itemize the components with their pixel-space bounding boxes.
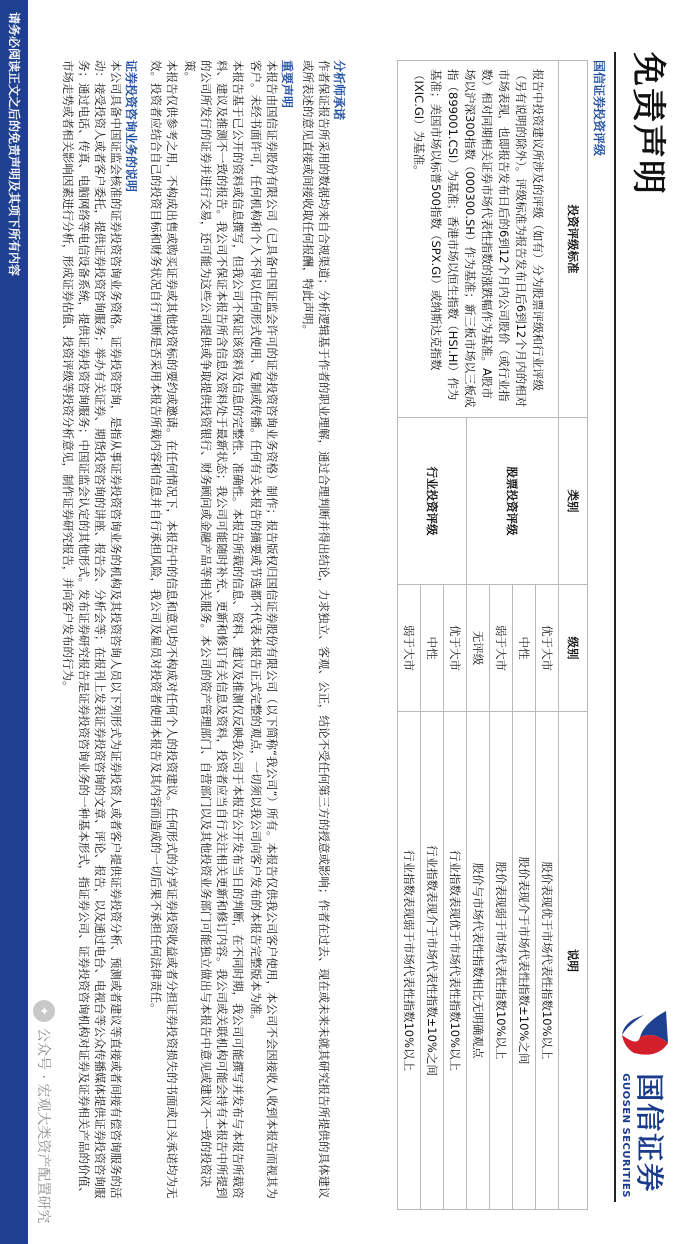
industry-category: 行业投资评级 bbox=[398, 418, 467, 585]
rating-table bbox=[397, 60, 588, 1210]
header-category: 类别 bbox=[559, 418, 588, 585]
rating-table-wrap bbox=[397, 60, 588, 1210]
rating-header-row bbox=[559, 61, 588, 1210]
rating-desc: 行业指数表现弱于市场代表性指数10%以上 bbox=[398, 712, 421, 1210]
rating-level: 中性 bbox=[513, 585, 536, 712]
notice-paragraph-3: 本报告仅供参考之用，不构成出售或购买证券或其他投资标的要约或邀请。在任何情况下，本报告中的信息和意见均不构成对任何个人的投资建议。任何形式的分享证券投资收益或者分担证券投资损失的书面或口头承诺均为无效。投资者应结合自己的投资目标和财务状况自行判断是否采用本报告所载内容和信息并自行承担风险，我公司及雇员对投资者使用本报告及其内容而造成的一切后果不承担任何法律责任。 bbox=[149, 60, 179, 1199]
notice-paragraph-1: 本报告由国信证券股份有限公司（已具备中国证监会许可的证券投资咨询业务资格）制作；报告版权归国信证券股份有限公司（以下简称“我公司”）所有。本报告仅供我公司客户使用，本公司不会因接收人收到本报告而视其为客户。未经书面许可，任何机构和个人不得以任何形式使用、复制或传播。任何有关本报告的摘要或节选都不代表本报告正式完整的观点，一切须以我公司向客户发布的本报告完整版本为准。 bbox=[249, 60, 279, 1199]
advisory-text bbox=[58, 60, 124, 1200]
notice-paragraph-2: 本报告基于已公开的资料或信息撰写，但我公司不保证该资料及信息的完整性、准确性。本报告所载的信息、资料、建议及推测仅反映我公司于本报告公开发布当日的判断，在不同时期，我公司可能撰写并发布与本报告所载资料、建议及推测不一致的报告。我公司不保证本报告所含信息及资料处于最新状态；我公司可能随时补充、更新和修订有关信息及资料，投资者应当自行关注相关更新和修订内容。我公司或关联机构可能会持有本报告中所提到的公司所发行的证券并进行交易，还可能为这些公司提供或争取提供投资银行、财务顾问或金融产品等相关服务。本公司的资产管理部门、自营部门以及其他投资业务部门可能独立做出与本报告中意见或建议不一致的投资决策。 bbox=[183, 60, 245, 1199]
analyst-text bbox=[298, 60, 332, 1200]
notice-title: 重要声明 bbox=[280, 60, 294, 109]
rating-desc: 股价表现优于市场代表性指数10%以上 bbox=[536, 712, 559, 1210]
wechat-icon: ✦ bbox=[33, 1000, 55, 1022]
header-level: 级别 bbox=[559, 585, 588, 712]
watermark bbox=[33, 1000, 55, 1223]
header-standard: 投资评级标准 bbox=[559, 61, 588, 418]
header-desc: 说明 bbox=[559, 712, 588, 1210]
advisory-paragraph: 本公司具备中国证监会核准的证券投资咨询业务资格。证券投资咨询，是指从事证券投资咨询业务的机构及其投资咨询人员以下列形式为证券投资人或者客户提供证券投资分析、预测或者建议等直接或者间接有偿咨询服务的活动：接受投资人或者客户委托，提供证券投资咨询服务；举办有关证券、期货投资咨询的讲座、报告会、分析会等；在报刊上发表证券投资咨询的文章、评论、报告，以及通过电台、电视台等公众传播媒体提供证券投资咨询服务；通过电话、传真、电脑网络等电信设备系统，提供证券投资咨询服务；中国证监会认定的其他形式。发布证券研究报告是证券投资咨询业务的一种基本形式，指证券公司、证券投资咨询机构对证券及证券相关产品的价值、市场走势或者相关影响因素进行分析，形成证券估值、投资评级等投资分析意见，制作证券研究报告，并向客户发布的行为。 bbox=[61, 60, 123, 1199]
advisory-title: 证券投资咨询业务的说明 bbox=[124, 60, 138, 193]
title-divider bbox=[614, 52, 616, 1202]
brand-name-en: GUOSEN SECURITIES bbox=[620, 1073, 632, 1198]
guosen-logo-icon bbox=[618, 1007, 674, 1063]
analyst-paragraph: 作者保证报告所采用的数据均来自合规渠道；分析逻辑基于作者的职业理解，通过合理判断并得出结论，力求独立、客观、公正，结论不受任何第三方的授意或影响；作者在过去、现在或未来未就其研究报告所提供的具体建议或所表述的意见直接或间接收取任何报酬，特此声明。 bbox=[301, 60, 331, 1199]
stock-category: 股票投资评级 bbox=[467, 418, 559, 585]
rating-desc: 行业指数表现优于市场代表性指数10%以上 bbox=[444, 712, 467, 1210]
rating-level: 弱于大市 bbox=[490, 585, 513, 712]
footer-bar: 请务必阅读正文之后的免责声明及其项下所有内容 bbox=[0, 0, 28, 1244]
notice-text bbox=[146, 60, 280, 1200]
page-title: 免责声明 bbox=[628, 52, 668, 196]
rating-section-title: 国信证券投资评级 bbox=[592, 60, 606, 157]
table-row bbox=[536, 61, 559, 1210]
rating-level: 优于大市 bbox=[536, 585, 559, 712]
rating-level: 无评级 bbox=[467, 585, 490, 712]
rating-level: 中性 bbox=[421, 585, 444, 712]
rating-desc: 股价与市场代表性指数相比无明确观点 bbox=[467, 712, 490, 1210]
watermark-text: 公众号 · 宏观大类资产配置研究 bbox=[35, 1028, 51, 1224]
rating-level: 优于大市 bbox=[444, 585, 467, 712]
rating-standard-text: 报告中投资建议所涉及的评级（如有）分为股票评级和行业评级（另有说明的除外）。评级标准为报告发布日后6到12个月内的相对市场表现，也即报告发布日后的6到12个月内公司股价（或行业指数）相对同期相关证券市场代表性指数的涨跌幅作为基准。A股市场以沪深300指数（000300.SH）作为基准；新三板市场以三板成指（899001.CSI）为基准；香港市场以恒生指数（HSI.HI）作为基准；美国市场以标普500指数（SPX.GI）或纳斯达克指数（IXIC.GI）为基准。 bbox=[398, 61, 559, 418]
rating-desc: 行业指数表现介于市场代表性指数±10%之间 bbox=[421, 712, 444, 1210]
analyst-title: 分析师承诺 bbox=[332, 60, 346, 121]
brand-logo bbox=[618, 1007, 674, 1198]
brand-name-cn: 国信证券 bbox=[633, 1073, 667, 1194]
rating-desc: 股价表现介于市场代表性指数±10%之间 bbox=[513, 712, 536, 1210]
rating-desc: 股价表现弱于市场代表性指数10%以上 bbox=[490, 712, 513, 1210]
rating-level: 弱于大市 bbox=[398, 585, 421, 712]
